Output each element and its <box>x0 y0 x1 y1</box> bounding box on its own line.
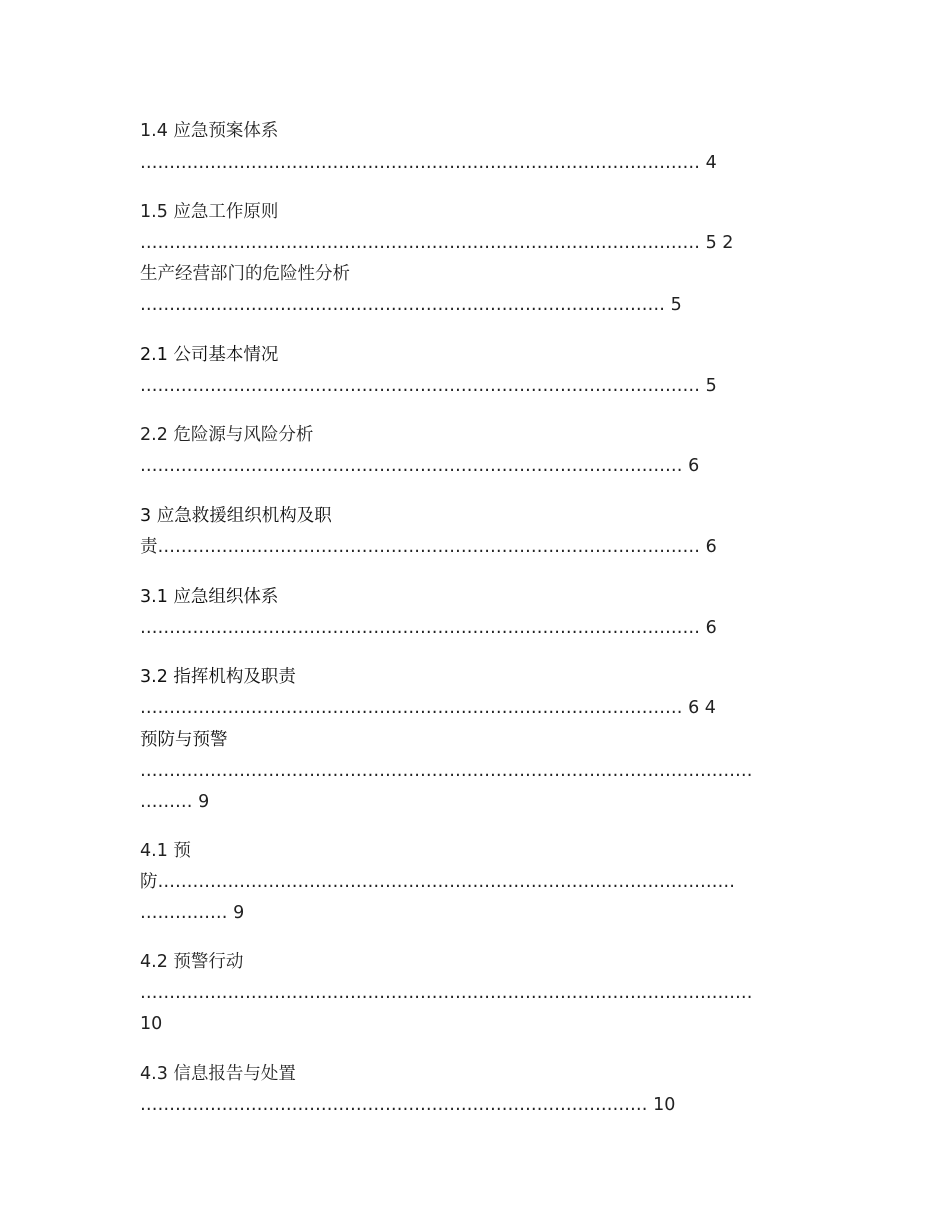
toc-leader-line: 责………………………………………………………………………………… 6 <box>140 537 717 557</box>
toc-leader-line: ………………………………………………………………………………… 6 <box>140 456 700 476</box>
toc-leader-line: …………………………………………………………………………………… 5 <box>140 376 717 396</box>
toc-entry-title: 预防与预警 <box>140 730 228 750</box>
toc-leader-line: …………………………………………………………………………………………… <box>140 983 753 1003</box>
toc-entry-title: 2.2 危险源与风险分析 <box>140 425 314 445</box>
toc-page-number: 10 <box>140 1014 163 1034</box>
toc-leader-line: ……… 9 <box>140 792 210 812</box>
toc-entry-title: 4.1 预 <box>140 841 191 861</box>
toc-entry-title: 1.5 应急工作原则 <box>140 202 279 222</box>
toc-leader-line: …………………………………………………………………………………………… <box>140 761 753 781</box>
toc-entry-title: 生产经营部门的危险性分析 <box>140 264 350 284</box>
toc-entry-title: 4.3 信息报告与处置 <box>140 1064 296 1084</box>
toc-leader-line: ………………………………………………………………………………… 6 4 <box>140 698 716 718</box>
toc-leader-line: …………………………………………………………………………… 10 <box>140 1095 676 1115</box>
toc-entry-title: 3 应急救援组织机构及职 <box>140 506 332 526</box>
toc-entry-title: 1.4 应急预案体系 <box>140 121 279 141</box>
toc-leader-line: 防……………………………………………………………………………………… <box>140 872 735 892</box>
toc-leader-line: …………………………………………………………………………………… 4 <box>140 153 717 173</box>
toc-leader-line: …………………………………………………………………………………… 5 2 <box>140 233 734 253</box>
toc-entry-title: 4.2 预警行动 <box>140 952 244 972</box>
toc-leader-line: …………… 9 <box>140 903 245 923</box>
toc-entry-title: 3.1 应急组织体系 <box>140 587 279 607</box>
toc-leader-line: …………………………………………………………………………………… 6 <box>140 618 717 638</box>
toc-entry-title: 3.2 指挥机构及职责 <box>140 667 296 687</box>
toc-leader-line: ……………………………………………………………………………… 5 <box>140 295 682 315</box>
toc-entry-title: 2.1 公司基本情况 <box>140 345 279 365</box>
